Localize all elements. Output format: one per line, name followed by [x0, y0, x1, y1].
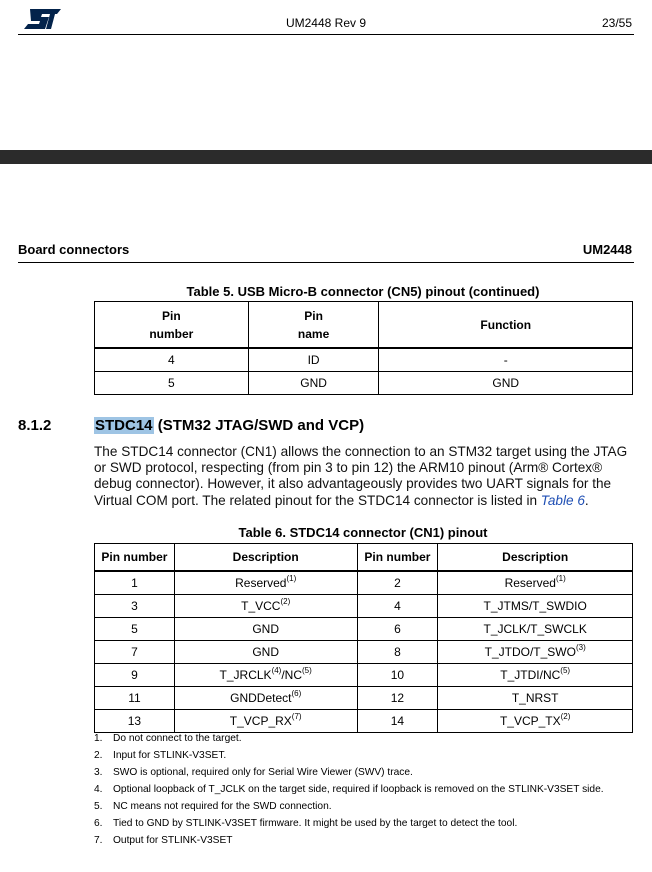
footnote-ref: (1): [286, 574, 297, 583]
note-number: 3.: [94, 767, 103, 778]
footnote-ref: (2): [280, 597, 291, 606]
cell-text: 5: [131, 622, 138, 636]
footnote-ref: (6): [291, 689, 302, 698]
footnote-ref: (5): [302, 666, 312, 675]
table-cell: [174, 687, 357, 710]
table-cell: 4: [95, 348, 249, 372]
highlighted-term: STDC14: [95, 417, 153, 434]
cell-text: 2: [394, 576, 401, 590]
note-number: 6.: [94, 818, 103, 829]
note-text: Tied to GND by STLINK-V3SET firmware. It might be used by the target to detect the tool.: [113, 818, 518, 829]
footnote-ref: (7): [291, 712, 302, 721]
cell-text: 12: [390, 691, 405, 705]
doc-title: UM2448 Rev 9: [285, 16, 367, 30]
cell-text: GNDDetect: [230, 691, 292, 705]
cell-text: T_NRST: [511, 691, 559, 705]
footnote-ref: (1): [555, 574, 566, 583]
table-row: [95, 641, 633, 664]
header-rule: [18, 34, 634, 35]
table-cell: [438, 687, 633, 710]
note-number: 5.: [94, 801, 103, 812]
cell-text: T_JCLK/T_SWCLK: [483, 622, 587, 636]
table-cell: [357, 687, 438, 710]
table6-caption: Table 6. STDC14 connector (CN1) pinout: [238, 525, 488, 540]
table-cell: [357, 571, 438, 595]
cell-text: 14: [390, 714, 405, 728]
table-cell: [438, 571, 633, 595]
note-number: 2.: [94, 750, 103, 761]
table5-header: Function: [379, 302, 633, 349]
table5-caption: Table 5. USB Micro-B connector (CN5) pinout (continued): [186, 284, 540, 299]
section-heading: Board connectors: [18, 242, 130, 257]
note-number: 7.: [94, 835, 103, 846]
table-cell: [174, 618, 357, 641]
note-text: SWO is optional, required only for Serial Wire Viewer (SWV) trace.: [113, 767, 413, 778]
cell-text: GND: [252, 645, 280, 659]
cell-text: 10: [390, 668, 405, 682]
cell-text: GND: [252, 622, 280, 636]
note-item: [94, 750, 614, 761]
table-cell: [357, 710, 438, 733]
cell-text: T_JTDI/NC: [500, 668, 561, 682]
table-cell: [438, 641, 633, 664]
footnote-ref: (5): [560, 666, 571, 675]
table-row: [95, 372, 633, 395]
note-text: Do not connect to the target.: [113, 733, 242, 744]
table-cell: [95, 595, 175, 618]
table6: [94, 543, 633, 733]
table-cell: [357, 641, 438, 664]
cell-text: 4: [394, 599, 401, 613]
table6-link[interactable]: Table 6: [540, 492, 585, 508]
table-cell: [438, 618, 633, 641]
table-row: [95, 571, 633, 595]
subsection-title: [94, 417, 364, 434]
table5: [94, 301, 633, 395]
table-row: [95, 595, 633, 618]
note-text: NC means not required for the SWD connection.: [113, 801, 332, 812]
page-break-bar: [0, 150, 652, 164]
table6-header: Description: [438, 544, 633, 572]
table-cell: GND: [248, 372, 379, 395]
table-cell: [95, 571, 175, 595]
paragraph-end: .: [584, 492, 589, 508]
cell-text: 6: [394, 622, 401, 636]
table-cell: [357, 664, 438, 687]
table-row: [95, 618, 633, 641]
footnote-ref: (2): [560, 712, 571, 721]
note-text: Output for STLINK-V3SET: [113, 835, 233, 846]
cell-text: /NC: [281, 668, 303, 682]
cell-text: 8: [394, 645, 401, 659]
section-rule: [18, 262, 634, 263]
table-cell: [95, 664, 175, 687]
table-cell: [95, 641, 175, 664]
table-cell: ID: [248, 348, 379, 372]
table-cell: [95, 710, 175, 733]
cell-text: Reserved: [504, 576, 556, 590]
table-cell: [95, 618, 175, 641]
table-cell: -: [379, 348, 633, 372]
table-cell: [438, 595, 633, 618]
table-cell: [174, 571, 357, 595]
table-cell: [174, 664, 357, 687]
cell-text: T_JTMS/T_SWDIO: [483, 599, 587, 613]
cell-text: T_VCP_RX: [229, 714, 292, 728]
table-cell: 5: [95, 372, 249, 395]
subsection-number: 8.1.2: [18, 417, 52, 434]
table-cell: [357, 618, 438, 641]
note-number: 1.: [94, 733, 103, 744]
cell-text: 13: [127, 714, 142, 728]
cell-text: 9: [131, 668, 138, 682]
note-number: 4.: [94, 784, 103, 795]
table-cell: [438, 710, 633, 733]
footnote-ref: (4): [271, 666, 282, 675]
cell-text: T_JTDO/T_SWO: [484, 645, 576, 659]
note-item: [94, 767, 614, 778]
table-cell: [357, 595, 438, 618]
table6-header: Pin number: [95, 544, 175, 572]
cell-text: 3: [131, 599, 138, 613]
table-row: [95, 664, 633, 687]
table-cell: [174, 710, 357, 733]
cell-text: T_VCP_TX: [499, 714, 561, 728]
note-text: Optional loopback of T_JCLK on the target side, required if loopback is removed on the STLINK-V3SET side.: [113, 784, 604, 795]
table-cell: [438, 664, 633, 687]
note-item: [94, 818, 614, 829]
cell-text: 11: [128, 691, 141, 705]
table-row: [95, 687, 633, 710]
note-text: Input for STLINK-V3SET.: [113, 750, 227, 761]
subsection-title-rest: (STM32 JTAG/SWD and VCP): [153, 417, 365, 434]
note-item: [94, 784, 614, 795]
note-item: [94, 801, 614, 812]
table-cell: [95, 687, 175, 710]
note-item: [94, 835, 614, 846]
body-paragraph: [94, 444, 639, 509]
cell-text: 1: [131, 576, 138, 590]
doc-code: UM2448: [582, 242, 632, 257]
note-item: [94, 733, 614, 744]
page-number: 23/55: [601, 16, 632, 30]
footnote-ref: (3): [575, 643, 586, 652]
table-notes: [94, 733, 614, 852]
table5-header: Pin number: [95, 302, 249, 349]
cell-text: T_VCC: [241, 599, 281, 613]
paragraph-text: The STDC14 connector (CN1) allows the connection to an STM32 target using the JTAG or SWD protocol, respecting (from pin 3 to pin 12) the ARM10 pinout (Arm® Cortex® debug connector). However, it also advantageously provides two UART signals for the Virtual COM port. The related pinout for the STDC14 connector is listed in: [94, 444, 628, 508]
cell-text: Reserved: [235, 576, 287, 590]
table-cell: [174, 595, 357, 618]
table6-header: Description: [174, 544, 357, 572]
table-row: [95, 710, 633, 733]
cell-text: T_JRCLK: [219, 668, 272, 682]
table-cell: GND: [379, 372, 633, 395]
table5-header: Pin name: [248, 302, 379, 349]
table-row: [95, 348, 633, 372]
table-cell: [174, 641, 357, 664]
cell-text: 7: [131, 645, 138, 659]
table6-header: Pin number: [357, 544, 438, 572]
